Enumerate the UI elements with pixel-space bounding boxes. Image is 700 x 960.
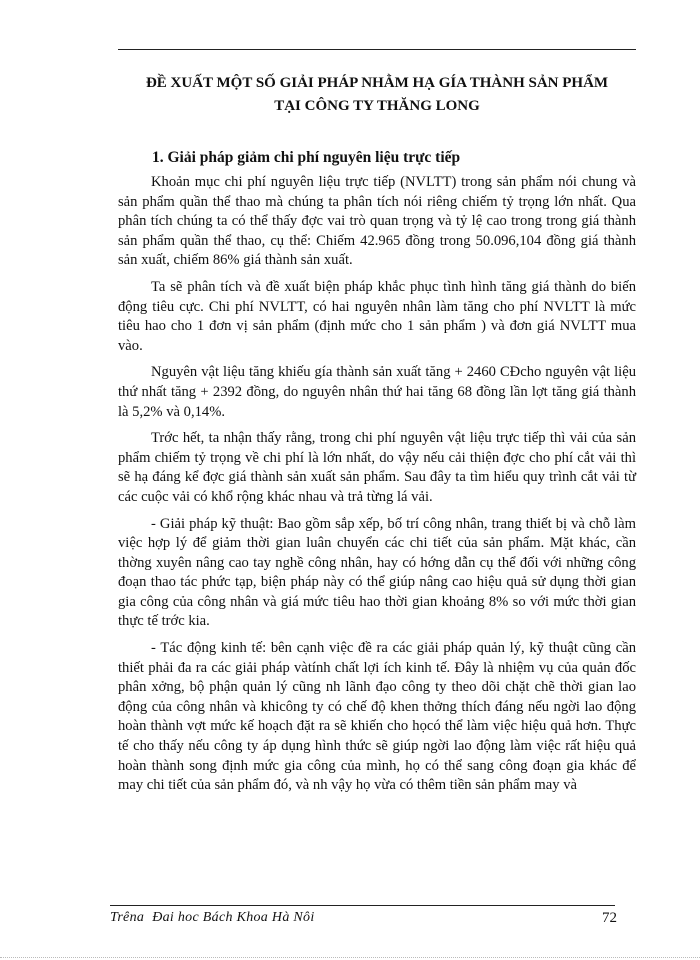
body-text (118, 173, 636, 803)
paragraph: Ta sẽ phân tích và đề xuất biện pháp khắc phục tình hình tăng giá thành do biến động tiêu cực. Chi phí NVLTT, có hai nguyên nhân làm tăng cho phí NVLTT là mức tiêu hao cho 1 đơn vị sản phẩm (định mức cho 1 sản phẩm ) và đơn giá NVLTT mua vào. (118, 278, 636, 354)
footer-caption (110, 910, 315, 926)
paragraph: Trớc hết, ta nhận thấy rằng, trong chi phí nguyên vật liệu trực tiếp thì vải của sản phẩm chiếm tỷ trọng về chi phí là lớn nhất, do vậy nếu cải thiện đợc cho phí cắt vải thì sẽ hạ đáng kể đợc giá thành sản xuất sản phẩm. Sau đây ta tìm hiểu quy trình cắt vải từ các cuộc vải có khổ rộng khác nhau và trả từng lá vải. (118, 430, 636, 505)
section-heading: 1. Giải pháp giảm chi phí nguyên liệu trực tiếp (152, 149, 461, 166)
footer-caption-part-2: Đai hoc Bách Khoa Hà Nôi (152, 910, 315, 925)
page-bottom-border (0, 957, 700, 958)
footer-rule (110, 905, 615, 906)
header-rule (118, 49, 636, 50)
paragraph: Nguyên vật liệu tăng khiếu gía thành sản xuất tăng + 2460 CĐcho nguyên vật liệu thứ nhất tăng + 2392 đồng, do nguyên nhân thứ hai tăng 68 đồng lần lợt tăng giá thành là 5,2% và 0,14%. (118, 364, 636, 420)
paragraph: - Tác động kinh tế: bên cạnh việc đề ra các giải pháp quản lý, kỹ thuật cũng cần thiết phải đa ra các giải pháp vàtính chất lợi ích kinh tế. Đây là nhiệm vụ của quản đốc phân xởng, bộ phận quản lý cũng nh lãnh đạo công ty theo dõi chặt chẽ thời gian lao động của công nhân và khicông ty có chế độ khen thởng thích đáng nếu ngời lao động hoàn thành vợt mức kế hoạch đặt ra sẽ khiến cho họcó thể làm việc hiệu quả hơn. Thực tế cho thấy nếu công ty áp dụng hình thức sẽ giúp ngời lao động làm việc rất hiệu quả hoàn thành song định mức gia công của mình, họ có thể sang công đoạn gia khác để may chi tiết của sản phẩm đó, và nh vậy họ vừa có thêm tiền sản phẩm may và (118, 640, 636, 794)
paragraph: Khoản mục chi phí nguyên liệu trực tiếp (NVLTT) trong sản phẩm nói chung và sản phẩm quần thể thao mà chúng ta phân tích nói riêng chiếm tỷ trọng lớn nhất. Qua phân tích chúng ta có thể thấy đợc vai trò quan trọng và tỷ lệ cao trong trong giá thành sản phẩm quần thể thao, cụ thể: Chiếm 42.965 đồng trong 50.096,104 đồng giá thành sản xuất, chiếm 86% giá thành sản xuất. (118, 174, 636, 269)
title-line-2: TẠI CÔNG TY THĂNG LONG (274, 98, 480, 114)
footer-caption-part-1: Trêna (110, 910, 145, 925)
page-title (118, 72, 636, 118)
title-line-1: ĐỀ XUẤT MỘT SỐ GIẢI PHÁP NHẰM HẠ GÍA THÀNH SẢN PHẨM (145, 75, 609, 91)
paragraph: - Giải pháp kỹ thuật: Bao gồm sắp xếp, bố trí công nhân, trang thiết bị và chỗ làm việc hợp lý để giảm thời gian luân chuyển các chi tiết của sản phẩm. Mặt khác, cần thờng xuyên nâng cao tay nghề công nhân, hay có hớng dẫn cụ thể đối với những công đoạn thao tác phức tạp, biện pháp này có thể giúp nâng cao hiệu quả sử dụng thời gian gia công của công nhân và giá mức tiêu hao thời gian khoảng 8% so với mức thời gian thực tế trớc kia. (118, 515, 636, 630)
page-number: 72 (602, 910, 617, 926)
